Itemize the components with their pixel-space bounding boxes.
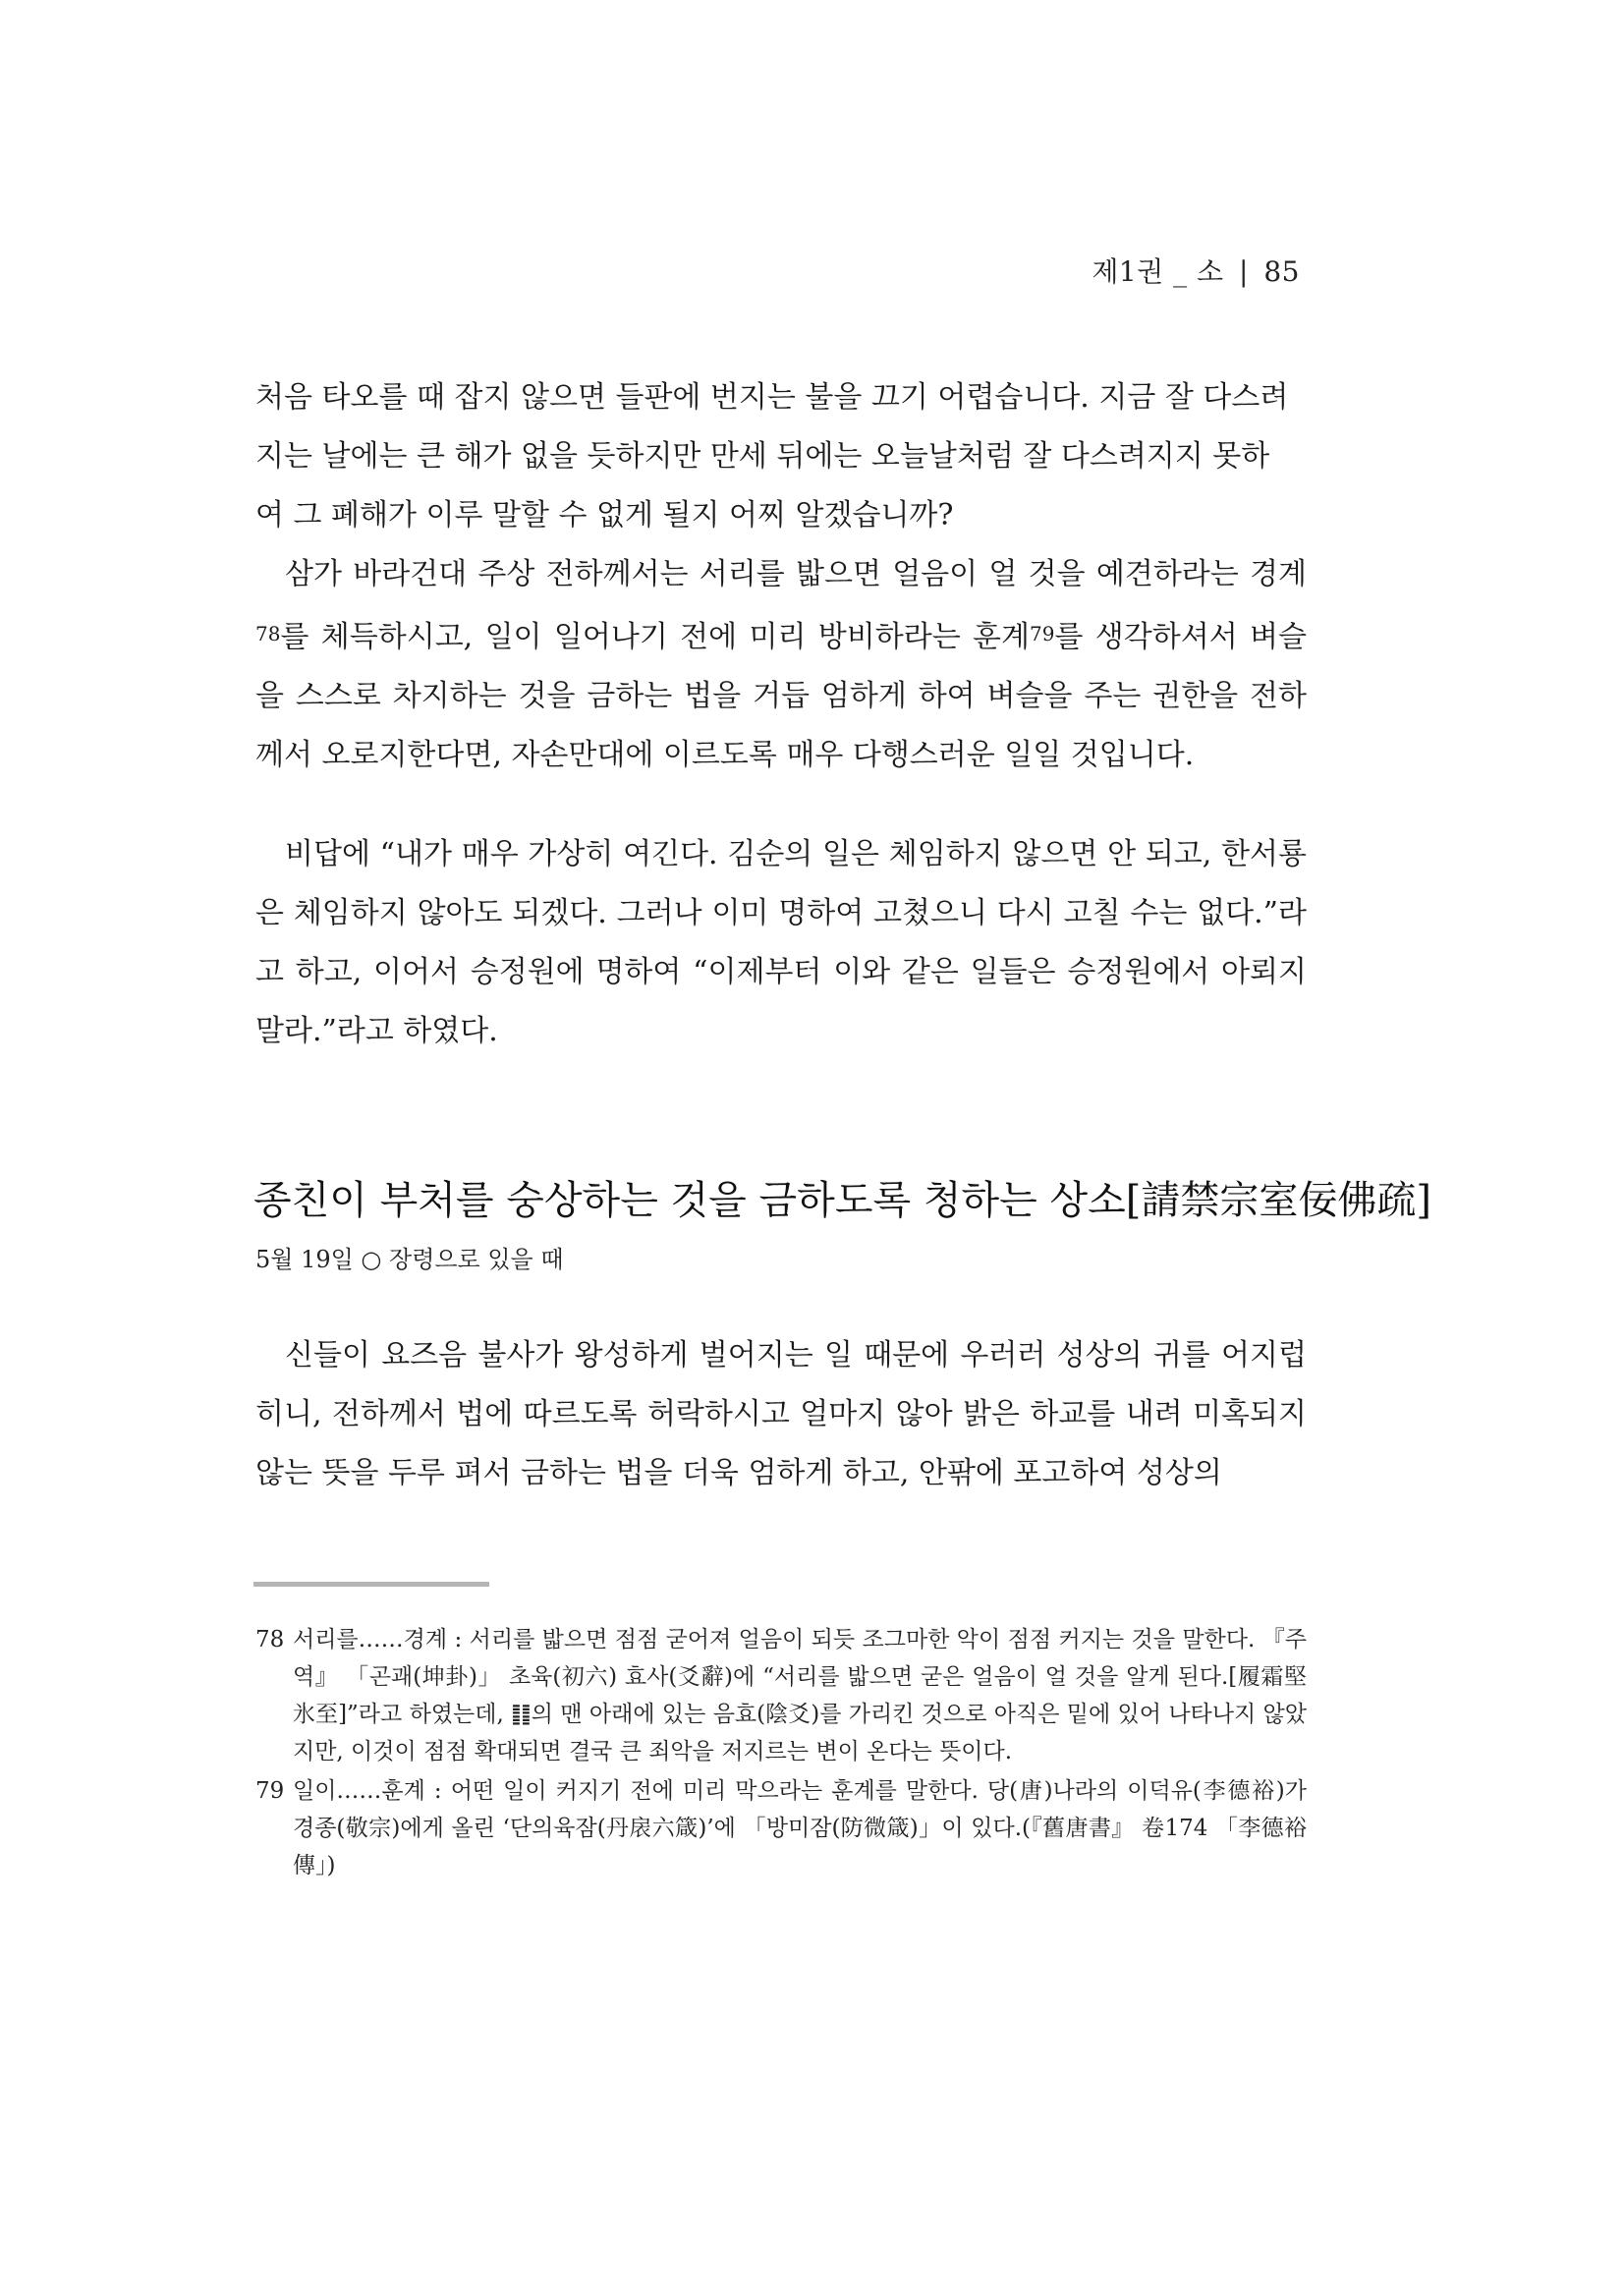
footnote-text: 서리를……경계 : 서리를 밟으면 점점 굳어져 얼음이 되듯 조그마한 악이 점점 커지는 것을 말한다. 『주역』 「곤괘(坤卦)」 초육(初六) 효사(爻辭)에 “서리를 밟으면 굳은 얼음이 얼 것을 알게 된다.[履霜堅氷至]”라고 하였는데, ䷁의 맨 아래에 있는 음효(陰爻)를 가리킨 것으로 아직은 밑에 있어 나타나지 않았지만, 이것이 점점 확대되면 결국 큰 죄악을 저지르는 변이 온다는 뜻이다.: [293, 1627, 1307, 1764]
running-header: [1092, 251, 1300, 290]
paragraph-1-line-3: 여 그 폐해가 이루 말할 수 없게 될지 어찌 알겠습니까?: [255, 498, 954, 532]
header-section: 소: [1197, 255, 1224, 288]
footnote-ref-78[interactable]: 78: [255, 622, 281, 645]
paragraph-1-line-2: 지는 날에는 큰 해가 없을 듯하지만 만세 뒤에는 오늘날처럼 잘 다스려지지 못하: [255, 439, 1270, 474]
paragraph-3-text: 비답에 “내가 매우 가상히 여긴다. 김순의 일은 체임하지 않으면 안 되고, 한서룡은 체임하지 않아도 되겠다. 그러나 이미 명하여 고쳤으니 다시 고칠 수는 없다.”라고 하고, 이어서 승정원에 명하여 “이제부터 이와 같은 일들은 승정원에서 아뢰지 말라.”라고 하였다.: [255, 837, 1307, 1048]
paragraph-2-part-1: 삼가 바라건대 주상 전하께서는 서리를 밟으면 얼음이 얼 것을 예견하라는 경계: [285, 557, 1307, 591]
header-volume: 제1권: [1092, 255, 1164, 288]
page-number: 85: [1263, 255, 1300, 288]
footnote-ref-79[interactable]: 79: [1029, 622, 1055, 645]
section-paragraph: [255, 1326, 1307, 1503]
section-subtitle: 5월 19일 ○ 장령으로 있을 때: [255, 1246, 564, 1273]
paragraph-3: [255, 825, 1307, 1061]
header-divider: |: [1239, 255, 1249, 288]
footnote-number: 78: [255, 1627, 285, 1652]
paragraph-1-line-1: 처음 타오를 때 잡지 않으면 들판에 번지는 불을 끄기 어렵습니다. 지금 잘 다스려: [255, 380, 1289, 415]
footnote-79: [255, 1772, 1307, 1884]
footnote-78: [255, 1621, 1307, 1770]
paragraph-2-part-2: 를 체득하시고, 일이 일어나기 전에 미리 방비하라는 훈계: [280, 620, 1030, 654]
section-paragraph-text: 신들이 요즈음 불사가 왕성하게 벌어지는 일 때문에 우러러 성상의 귀를 어지럽히니, 전하께서 법에 따르도록 허락하시고 얼마지 않아 밝은 하교를 내려 미혹되지 않는 뜻을 두루 펴서 금하는 법을 더욱 엄하게 하고, 안팎에 포고하여 성상의: [255, 1338, 1307, 1490]
header-dash: _: [1173, 255, 1188, 288]
footnote-divider: [253, 1582, 489, 1587]
footnote-text: 일이……훈계 : 어떤 일이 커지기 전에 미리 막으라는 훈계를 말한다. 당(唐)나라의 이덕유(李德裕)가 경종(敬宗)에게 올린 ‘단의육잠(丹扆六箴)’에 「방미잠(防微箴)」이 있다.(『舊唐書』 卷174 「李德裕傳」): [293, 1778, 1307, 1878]
section-title: 종친이 부처를 숭상하는 것을 금하도록 청하는 상소[請禁宗室佞佛疏]: [253, 1178, 1431, 1223]
footnotes: [255, 1621, 1307, 1886]
paragraph-2: [255, 545, 1307, 785]
paragraph-1: [255, 368, 1307, 545]
paragraph-2-part-3: 를 생각하셔서 벼슬을 스스로 차지하는 것을 금하는 법을 거듭 엄하게 하여 벼슬을 주는 권한을 전하께서 오로지한다면, 자손만대에 이르도록 매우 다행스러운 일일 것입니다.: [255, 620, 1307, 772]
footnote-number: 79: [255, 1778, 285, 1804]
